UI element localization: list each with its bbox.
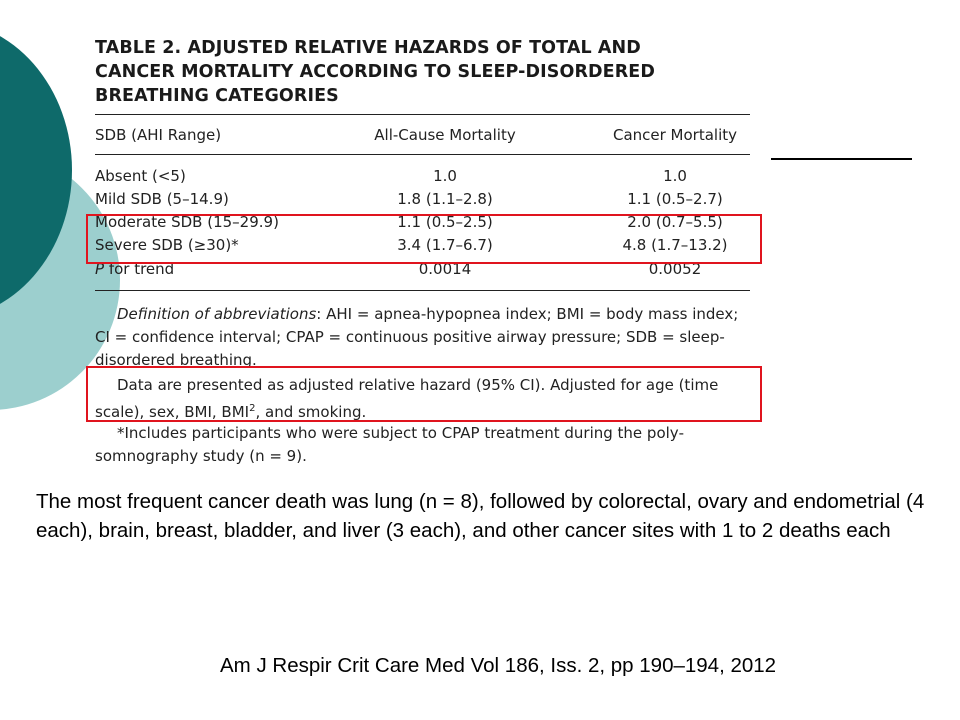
- highlight-box-rows: [86, 214, 762, 264]
- trend-cancer: 0.0052: [648, 260, 702, 278]
- table-top-rule: [95, 114, 750, 115]
- header-all-cause: All-Cause Mortality: [374, 126, 516, 144]
- body-text: The most frequent cancer death was lung (n = 8), followed by colorectal, ovary and endometrial (4 each), brain, breast, bladder, and liver (3 each), and other cancer sites with 1 to 2 deaths each: [36, 490, 925, 542]
- data-note-main: Data are presented as adjusted relative hazard (95% CI). Adjusted for age (time scale), sex, BMI, BMI: [95, 376, 719, 421]
- row-cancer: 1.1 (0.5–2.7): [627, 190, 723, 208]
- table-title-line-1: TABLE 2. ADJUSTED RELATIVE HAZARDS OF TOTAL AND: [95, 38, 641, 58]
- trend-all-cause: 0.0014: [418, 260, 472, 278]
- row-all-cause: 1.1 (0.5–2.5): [397, 213, 493, 231]
- row-cancer: 2.0 (0.7–5.5): [627, 213, 723, 231]
- abbreviations-note: [95, 303, 755, 372]
- row-all-cause: 3.4 (1.7–6.7): [397, 236, 493, 254]
- table-header-row: [95, 126, 750, 149]
- data-note-sup: 2: [249, 403, 256, 414]
- citation: Am J Respir Crit Care Med Vol 186, Iss. 2, pp 190–194, 2012: [220, 654, 777, 677]
- table-row: [95, 190, 750, 213]
- row-all-cause: 1.0: [433, 167, 457, 185]
- header-cancer: Cancer Mortality: [612, 126, 738, 144]
- asterisk-note: *Includes participants who were subject to CPAP treatment during the polysomnography study (n = 9).: [95, 424, 685, 465]
- table-header-rule: [95, 154, 750, 155]
- row-cancer: 1.0: [663, 167, 687, 185]
- row-label: Absent (<5): [95, 167, 186, 185]
- definition-label: Definition of abbreviations: [117, 305, 317, 323]
- table-title-line-2: CANCER MORTALITY ACCORDING TO SLEEP-DISORDERED: [95, 62, 655, 82]
- row-label: Mild SDB (5–14.9): [95, 190, 229, 208]
- trend-label-rest: for trend: [104, 260, 175, 278]
- row-label: Moderate SDB (15–29.9): [95, 213, 279, 231]
- header-sdb: SDB (AHI Range): [95, 126, 222, 144]
- data-note-end: , and smoking.: [255, 403, 367, 421]
- row-label: Severe SDB (≥30)*: [95, 236, 239, 254]
- side-rule: [771, 158, 912, 160]
- table-bottom-rule: [95, 290, 750, 291]
- definition-text: : AHI = apnea-hypopnea index; BMI = body mass index; CI = confidence interval; CPAP = continuous positive airway pressure; SDB = sleep-disordered breathing.: [95, 305, 739, 369]
- trend-label-italic: P: [95, 260, 105, 278]
- table-title-line-3: BREATHING CATEGORIES: [95, 86, 339, 106]
- highlight-box-data-note: [86, 366, 762, 422]
- table-row: [95, 167, 750, 190]
- row-all-cause: 1.8 (1.1–2.8): [397, 190, 493, 208]
- row-cancer: 4.8 (1.7–13.2): [622, 236, 728, 254]
